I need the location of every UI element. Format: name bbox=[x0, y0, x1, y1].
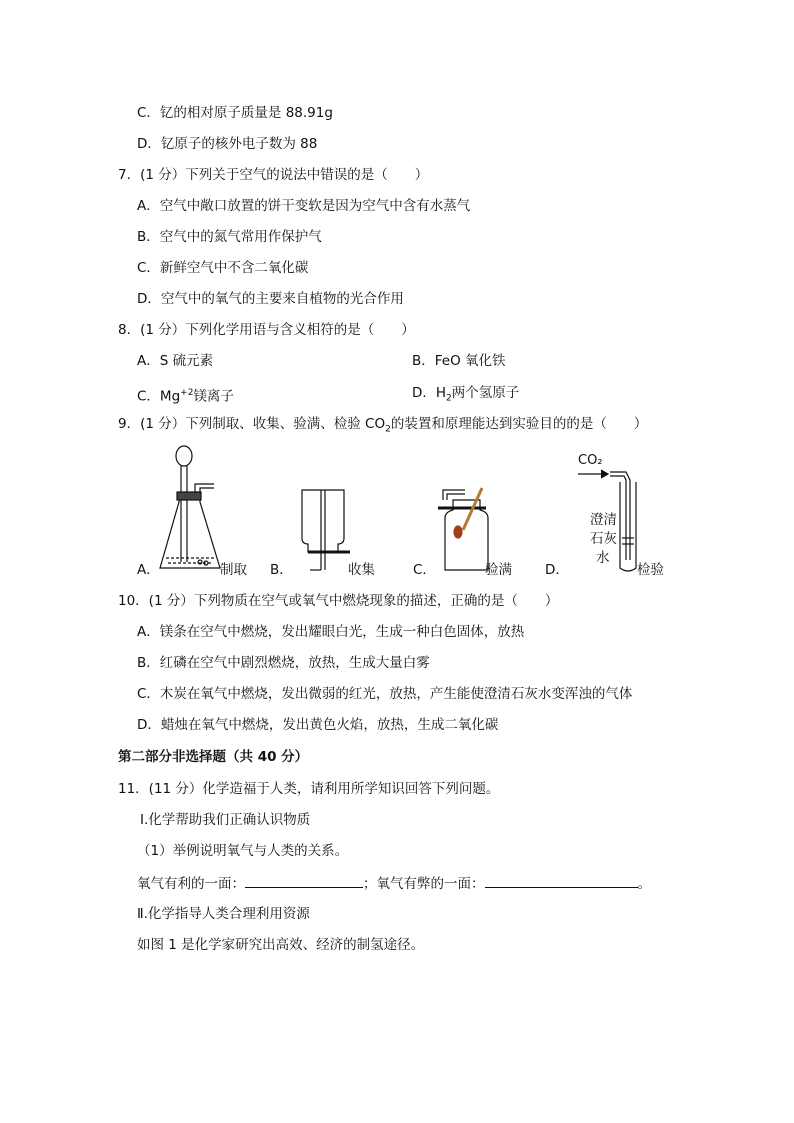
q10-option-b: B．红磷在空气中剧烈燃烧，放热，生成大量白雾 bbox=[137, 655, 430, 671]
q9-stem-subscript: 2 bbox=[385, 424, 391, 435]
q8-option-d bbox=[412, 384, 519, 408]
q11-section-2: Ⅱ.化学指导人类合理利用资源 bbox=[137, 906, 310, 922]
q11-stem: 11．(11 分）化学造福于人类，请利用所学知识回答下列问题。 bbox=[118, 781, 500, 797]
q9-option-a-letter: A． bbox=[137, 562, 160, 578]
q9-option-b-letter: B． bbox=[270, 562, 293, 578]
q8-option-c-superscript: +2 bbox=[180, 388, 194, 398]
q9-figure-d-limewater-1: 澄清 bbox=[590, 512, 617, 528]
q10-stem: 10．(1 分）下列物质在空气或氧气中燃烧现象的描述，正确的是（ ） bbox=[118, 593, 559, 609]
q7-option-a: A．空气中敞口放置的饼干变软是因为空气中含有水蒸气 bbox=[137, 198, 471, 214]
q8-option-c-prefix: C．Mg bbox=[137, 388, 181, 405]
q10-option-a: A．镁条在空气中燃烧，发出耀眼白光，生成一种白色固体，放热 bbox=[137, 624, 525, 640]
q11-answer-line bbox=[137, 873, 651, 893]
q9-apparatus-figure bbox=[130, 440, 690, 585]
q9-option-d-label: 检验 bbox=[637, 562, 664, 578]
q8-option-d-prefix: D．H bbox=[412, 385, 447, 401]
q11-section-1: Ⅰ.化学帮助我们正确认识物质 bbox=[140, 812, 311, 828]
q7-stem: 7．(1 分）下列关于空气的说法中错误的是（ ） bbox=[118, 167, 429, 183]
q8-option-a: A．S 硫元素 bbox=[137, 353, 214, 369]
q8-option-b: B．FeO 氧化铁 bbox=[412, 353, 506, 369]
q7-option-c: C．新鲜空气中不含二氧化碳 bbox=[137, 260, 309, 276]
q8-option-c bbox=[137, 384, 234, 406]
q8-option-c-suffix: 镁离子 bbox=[193, 388, 234, 405]
q11-harm-label: ；氧气有弊的一面： bbox=[363, 876, 485, 892]
q9-option-a-label: 制取 bbox=[220, 562, 247, 578]
q6-option-d: D．钇原子的核外电子数为 88 bbox=[137, 136, 318, 152]
part2-heading: 第二部分非选择题（共 40 分） bbox=[118, 749, 309, 765]
q9-figure-b-bottle bbox=[302, 490, 350, 570]
q10-option-c: C．木炭在氧气中燃烧，发出微弱的红光，放热，产生能使澄清石灰水变浑浊的气体 bbox=[137, 686, 633, 702]
q6-option-c: C．钇的相对原子质量是 88.91g bbox=[137, 105, 333, 121]
q10-option-d: D．蜡烛在氧气中燃烧，发出黄色火焰，放热，生成二氧化碳 bbox=[137, 717, 499, 733]
q9-figure-d-limewater-2: 石灰 bbox=[590, 531, 617, 547]
q11-figure-intro: 如图 1 是化学家研究出高效、经济的制氢途径。 bbox=[137, 937, 425, 953]
q9-option-b-label: 收集 bbox=[348, 562, 375, 578]
q9-option-c-letter: C． bbox=[413, 562, 436, 578]
q11-benefit-blank[interactable] bbox=[245, 873, 363, 888]
q9-figure-a-flask bbox=[160, 446, 220, 568]
q9-stem-prefix: 9．(1 分）下列制取、收集、验满、检验 CO bbox=[118, 416, 386, 432]
q11-benefit-label: 氧气有利的一面： bbox=[137, 876, 245, 892]
q9-stem-suffix: 的装置和原理能达到实验目的的是（ ） bbox=[390, 416, 648, 432]
q11-harm-blank[interactable] bbox=[485, 873, 638, 888]
q9-option-d-letter: D． bbox=[545, 562, 569, 578]
q9-option-c-label: 验满 bbox=[485, 562, 512, 578]
q8-stem: 8．(1 分）下列化学用语与含义相符的是（ ） bbox=[118, 322, 415, 338]
q9-stem bbox=[118, 415, 647, 439]
q9-figure-c-bottle bbox=[438, 488, 488, 570]
q9-figure-d-limewater-3: 水 bbox=[596, 550, 610, 566]
q9-figure-d-co2-label: CO₂ bbox=[578, 453, 603, 468]
q11-end-mark: 。 bbox=[637, 876, 651, 892]
q8-option-d-subscript: 2 bbox=[446, 393, 452, 404]
q7-option-b: B．空气中的氮气常用作保护气 bbox=[137, 229, 322, 245]
q11-sub-1: （1）举例说明氧气与人类的关系。 bbox=[137, 843, 349, 859]
q8-option-d-suffix: 两个氢原子 bbox=[451, 385, 520, 401]
q7-option-d: D．空气中的氧气的主要来自植物的光合作用 bbox=[137, 291, 404, 307]
